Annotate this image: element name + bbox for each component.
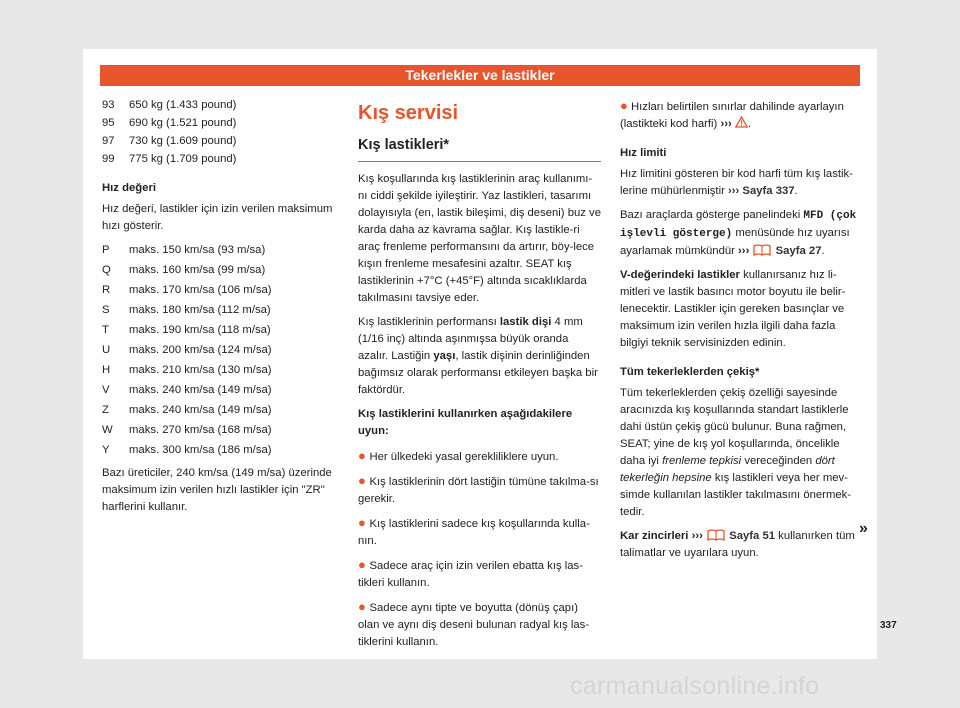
bullet-text: Her ülkedeki yasal gerekliliklere uyun. xyxy=(369,451,559,463)
watermark: carmanualsonline.info xyxy=(570,672,820,700)
item-value: maks. 180 km/sa (112 m/sa) xyxy=(129,304,271,316)
list-item xyxy=(102,282,347,299)
item-code: Z xyxy=(102,404,109,416)
item-code: R xyxy=(102,284,111,296)
item-code: 95 xyxy=(102,117,115,129)
bullet-icon: ● xyxy=(358,473,370,488)
winter-tire-rules xyxy=(358,447,601,651)
list-item xyxy=(102,151,347,168)
snow-chains-paragraph: Kar zincirleri ››› Sayfa 51 kullanırken tüm talimatlar ve uyarılara uyun. xyxy=(620,530,855,559)
list-item xyxy=(102,382,347,399)
page-number: 337 xyxy=(880,620,897,631)
list-title: Kış lastiklerini kullanırken aşağıdakilere uyun: xyxy=(358,408,573,437)
item-value: maks. 170 km/sa (106 m/sa) xyxy=(129,284,272,296)
item-code: W xyxy=(102,424,113,436)
list-item xyxy=(102,133,347,150)
item-value: 650 kg (1.433 pound) xyxy=(129,99,237,111)
item-value: maks. 210 km/sa (130 m/sa) xyxy=(129,364,272,376)
bullet-icon: ● xyxy=(358,557,370,572)
item-code: Q xyxy=(102,264,111,276)
load-index-list xyxy=(102,97,347,168)
warning-icon xyxy=(735,116,748,128)
speed-limit-paragraph: Hız limitini gösteren bir kod harfi tüm kış lastik-lerine mühürlenmiştir ››› Sayfa 337. xyxy=(620,168,853,197)
list-item xyxy=(102,115,347,132)
item-value: maks. 160 km/sa (99 m/sa) xyxy=(129,264,266,276)
bullet-icon: ● xyxy=(358,515,370,530)
book-ref-icon xyxy=(752,243,772,256)
v-rating-paragraph: V-değerindeki lastikler kullanırsanız hız li-mitleri ve lastik basıncı motor boyutu ile belir-lenecektir. Lastikler için gereken basınçlar ve maksimum izin verilen hızla ilgili daha fazla bilgiyi teknik servisinizden edinin. xyxy=(620,269,846,349)
item-code: S xyxy=(102,304,110,316)
item-value: 690 kg (1.521 pound) xyxy=(129,117,237,129)
section-title: Kış servisi xyxy=(358,102,459,124)
item-code: Y xyxy=(102,444,110,456)
bullet-icon: ● xyxy=(620,98,628,113)
item-code: 97 xyxy=(102,135,115,147)
list-item: ● Hızları belirtilen sınırlar dahilinde ayarlayın (lastikteki kod harfi) ››› . xyxy=(620,98,844,130)
speed-rating-desc: Hız değeri, lastikler için izin verilen maksimum hızı gösterir. xyxy=(102,203,333,232)
item-value: maks. 150 km/sa (93 m/sa) xyxy=(129,244,266,256)
list-item xyxy=(358,598,601,651)
item-code: T xyxy=(102,324,109,336)
item-value: maks. 300 km/sa (186 m/sa) xyxy=(129,444,272,456)
page-ref-link[interactable]: ››› Sayfa 337 xyxy=(727,185,795,197)
column-left xyxy=(102,97,347,523)
item-value: maks. 190 km/sa (118 m/sa) xyxy=(129,324,271,336)
awd-paragraph: Tüm tekerleklerden çekiş özelliği sayesinde aracınızda kış koşullarında standart lastiklerle dahi üstün çekiş gücü bulunur. Buna rağmen, SEAT; yine de kış yol koşullarında, öncelikle daha iyi frenleme tepkisi vereceğinden dört tekerleğin hepsine kış lastikleri veya her mev-simde kullanılan lastikler takılmasını önermek-tedir. xyxy=(620,387,852,518)
book-ref-icon xyxy=(706,528,726,541)
item-value: maks. 200 km/sa (124 m/sa) xyxy=(129,344,272,356)
awd-title: Tüm tekerleklerden çekiş* xyxy=(620,366,760,378)
list-item xyxy=(102,302,347,319)
page-ref-link[interactable]: Sayfa 27 xyxy=(775,245,822,257)
item-code: 99 xyxy=(102,153,115,165)
item-value: maks. 240 km/sa (149 m/sa) xyxy=(129,404,272,416)
column-middle xyxy=(358,97,601,657)
list-item xyxy=(102,422,347,439)
list-item xyxy=(102,402,347,419)
list-item xyxy=(358,514,601,550)
tread-paragraph: Kış lastiklerinin performansı lastik dişi 4 mm (1/16 inç) altında aşınmışsa büyük oranda azalır. Lastiğin yaşı, lastik dişinin derinliğinden bağımsız olarak performansı etkileyen başka bir faktördür. xyxy=(358,316,598,396)
item-value: maks. 270 km/sa (168 m/sa) xyxy=(129,424,272,436)
item-code: P xyxy=(102,244,110,256)
speed-rating-title: Hız değeri xyxy=(102,182,156,194)
speed-warning-paragraph: Bazı araçlarda gösterge panelindeki MFD (çok işlevli gösterge) menüsünde hız uyarısı ayarlamak mümkündür ››› Sayfa 27. xyxy=(620,209,857,257)
list-item xyxy=(102,442,347,459)
list-item xyxy=(102,322,347,339)
list-item xyxy=(358,472,601,508)
continue-arrow: » xyxy=(859,520,868,537)
bullet-text: Sadece araç için izin verilen ebatta kış las-tikleri kullanın. xyxy=(358,560,583,589)
list-item xyxy=(102,342,347,359)
list-item xyxy=(102,362,347,379)
page-ref-link[interactable]: Sayfa 51 xyxy=(729,530,776,542)
winter-intro-paragraph: Kış koşullarında kış lastiklerinin araç kullanımı-nı ciddi şekilde iyileştirir. Yaz lastikleri, tasarımı dolayısıyla (en, lastik bileşimi, diş deseni) buz ve karda daha az kavrama sağlar. Kış lastikle-ri araç frenleme performansını da artırır, böy-lece kışın frenleme mesafesini azaltır. SEAT kış lastiklerinin +7°C (+45°F) altında sıcaklıklarda takılmasını tavsiye eder. xyxy=(358,173,601,304)
bullet-text: Kış lastiklerini sadece kış koşullarında kulla-nın. xyxy=(358,518,590,547)
speed-limit-title: Hız limiti xyxy=(620,147,667,159)
item-code: 93 xyxy=(102,99,115,111)
bullet-text: Kış lastiklerinin dört lastiğin tümüne takılma-sı gerekir. xyxy=(358,476,599,505)
bullet-icon: ● xyxy=(358,599,370,614)
list-item xyxy=(102,97,347,114)
list-item xyxy=(102,262,347,279)
speed-rating-list xyxy=(102,242,347,459)
column-right xyxy=(620,97,860,569)
zr-note: Bazı üreticiler, 240 km/sa (149 m/sa) üzerinde maksimum izin verilen hızlı lastikler için "ZR" harflerini kullanır. xyxy=(102,467,332,513)
list-item xyxy=(358,556,601,592)
item-code: U xyxy=(102,344,111,356)
list-item xyxy=(102,242,347,259)
bullet-icon: ● xyxy=(358,448,370,463)
bullet-text: Sadece aynı tipte ve boyutta (dönüş çapı) olan ve aynı diş deseni bulunan radyal kış las-tiklerini kullanın. xyxy=(358,602,590,648)
item-value: maks. 240 km/sa (149 m/sa) xyxy=(129,384,272,396)
item-value: 730 kg (1.609 pound) xyxy=(129,135,237,147)
section-header: Tekerlekler ve lastikler xyxy=(100,65,860,86)
item-value: 775 kg (1.709 pound) xyxy=(129,153,237,165)
section-subtitle: Kış lastikleri* xyxy=(358,135,601,162)
list-item xyxy=(358,447,601,466)
item-code: V xyxy=(102,384,110,396)
item-code: H xyxy=(102,364,111,376)
